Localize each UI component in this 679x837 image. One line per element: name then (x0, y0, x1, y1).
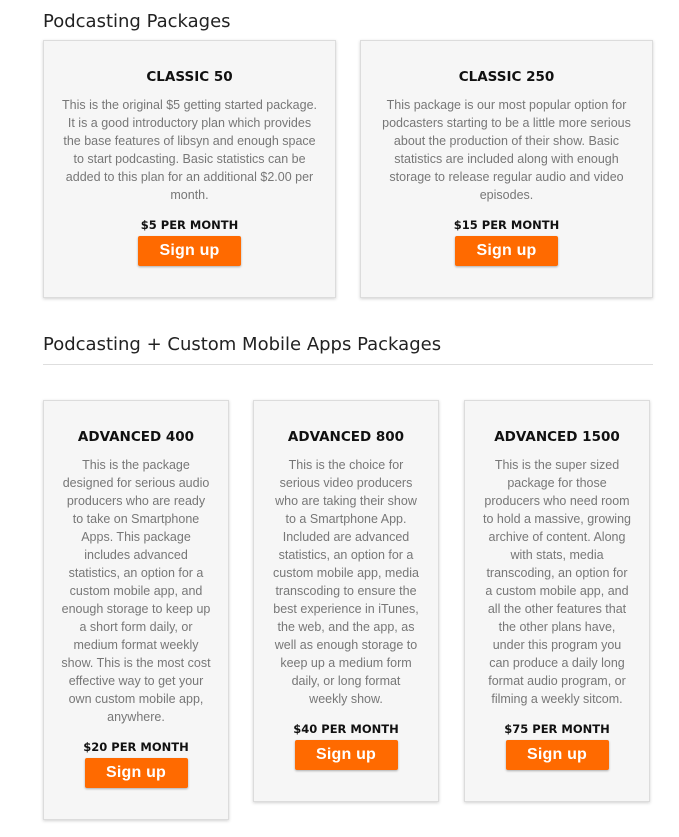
section-title-podcasting: Podcasting Packages (43, 11, 231, 32)
sign-up-button[interactable]: Sign up (295, 740, 398, 770)
package-card-classic-250 (360, 40, 653, 298)
section-divider (43, 364, 653, 365)
package-card-advanced-1500 (464, 400, 650, 802)
package-description: This is the package designed for serious audio producers who are ready to take on Smartphone Apps. This package includes advanced statistics, an option for a custom mobile app, and enough storage to keep up a short form daily, or medium format weekly show. This is the most cost effective way to get your own custom mobile app, anywhere. (61, 458, 211, 724)
package-price: $40 PER MONTH (293, 722, 399, 736)
package-price: $75 PER MONTH (504, 722, 610, 736)
section-title-mobile-apps: Podcasting + Custom Mobile Apps Packages (43, 334, 442, 355)
sign-up-button[interactable]: Sign up (455, 236, 558, 266)
package-price: $20 PER MONTH (83, 740, 189, 754)
package-description: This is the super sized package for those producers who need room to hold a massive, growing archive of content. Along with stats, media transcoding, an option for a custom mobile app, and all the other features that the other plans have, under this program you can produce a daily long format audio program, or filming a weekly sitcom. (483, 458, 631, 706)
package-description: This is the original $5 getting started package. It is a good introductory plan which provides the base features of libsyn and enough space to start podcasting. Basic statistics can be added to this plan for an additional $2.00 per month. (61, 98, 317, 202)
package-name: ADVANCED 400 (77, 429, 195, 445)
sign-up-button[interactable]: Sign up (85, 758, 188, 788)
package-card-advanced-800 (253, 400, 439, 802)
package-name: ADVANCED 800 (287, 429, 405, 445)
package-price: $5 PER MONTH (140, 218, 239, 232)
package-name: CLASSIC 250 (458, 69, 555, 85)
sign-up-button[interactable]: Sign up (506, 740, 609, 770)
package-name: CLASSIC 50 (146, 69, 233, 85)
package-description: This is the choice for serious video producers who are taking their show to a Smartphone App. Included are advanced statistics, an option for a custom mobile app, media transcoding to ensure the best experience in iTunes, the web, and the app, as well as enough storage to keep up a medium form daily, or long format weekly show. (273, 458, 419, 706)
package-card-advanced-400 (43, 400, 229, 820)
package-card-classic-50 (43, 40, 336, 298)
sign-up-button[interactable]: Sign up (138, 236, 241, 266)
package-name: ADVANCED 1500 (494, 429, 620, 445)
package-price: $15 PER MONTH (453, 218, 560, 232)
package-description: This package is our most popular option for podcasters starting to be a little more serious about the production of their show. Basic statistics are included along with enough storage to release regular audio and video episodes. (382, 98, 631, 202)
